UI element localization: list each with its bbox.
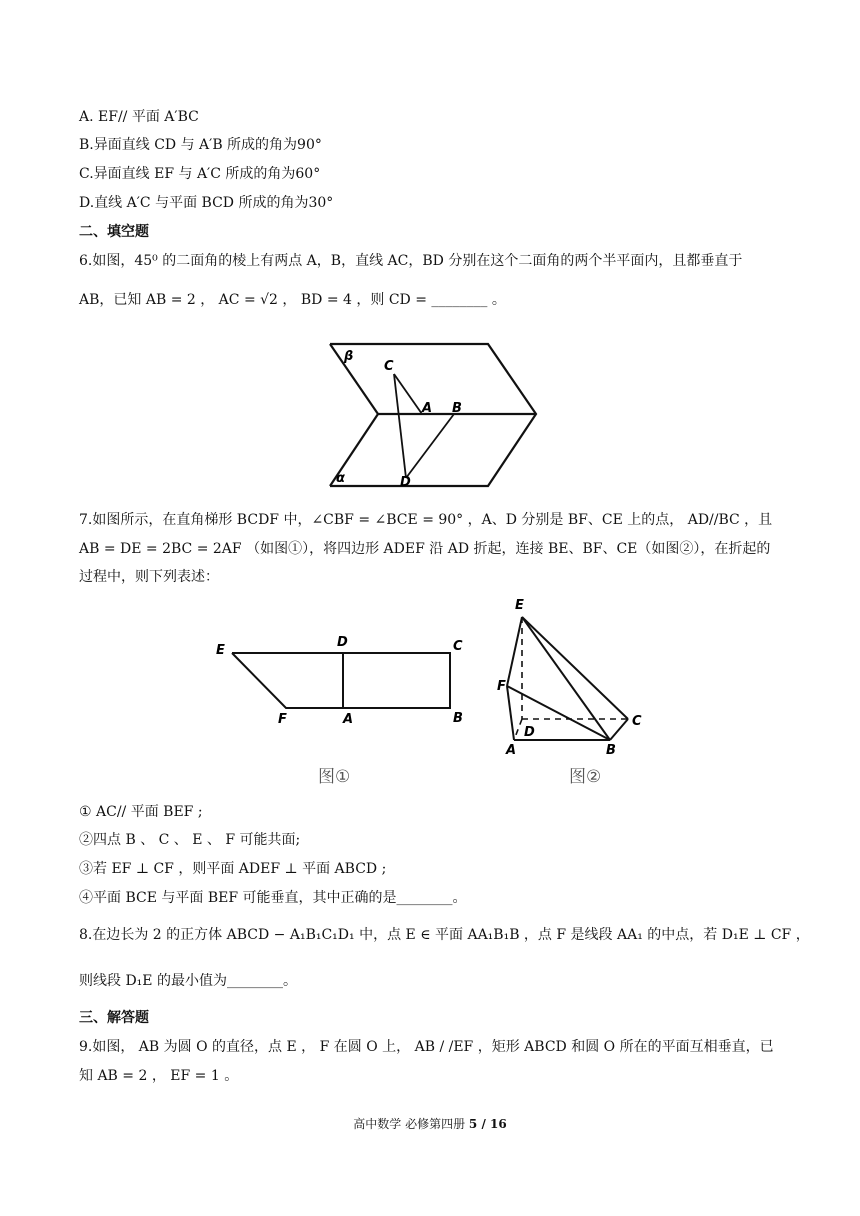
page-number: 5 / 16 — [468, 1117, 507, 1131]
q7-line1: 7.如图所示，在直角梯形 BCDF 中，∠CBF = ∠BCE = 90° ，A、D 分别是 BF、CE 上的点， AD//BC ，且 — [79, 512, 773, 528]
label-a: A — [343, 712, 354, 727]
folded-figure — [498, 597, 648, 790]
label-c: C — [453, 639, 463, 654]
q6-line2: AB，已知 AB = 2 ， AC = √2 ， BD = 4 ，则 CD = ________ 。 — [79, 292, 506, 308]
q7-line3: 过程中，则下列表述： — [79, 569, 219, 585]
section-heading-fill: 二、填空题 — [79, 224, 149, 240]
label-b: B — [452, 401, 462, 416]
label-beta: β — [344, 349, 354, 364]
option-a: A. EF// 平面 A′BC — [79, 109, 199, 125]
q9-line2: 知 AB = 2 ， EF = 1 。 — [79, 1068, 239, 1084]
label-b: B — [453, 711, 463, 726]
label-c: C — [384, 359, 394, 374]
label-alpha: α — [336, 471, 345, 486]
label-f: F — [278, 712, 287, 727]
label-d: D — [400, 475, 411, 490]
footer-text: 高中数学 必修第四册 — [353, 1117, 469, 1131]
label-d: D — [337, 635, 348, 650]
label-e: E — [515, 598, 524, 613]
q8-line2: 则线段 D₁E 的最小值为________。 — [79, 973, 297, 989]
q7-statement-3: ③若 EF ⊥ CF ，则平面 ADEF ⊥ 平面 ABCD ; — [79, 861, 387, 877]
label-c: C — [632, 714, 642, 729]
label-f: F — [497, 679, 506, 694]
label-d: D — [524, 725, 535, 740]
label-b: B — [606, 743, 616, 758]
option-b: B.异面直线 CD 与 A′B 所成的角为90° — [79, 137, 322, 153]
q7-statement-4: ④平面 BCE 与平面 BEF 可能垂直，其中正确的是________。 — [79, 890, 467, 906]
q7-statement-1: ① AC// 平面 BEF ; — [79, 804, 203, 820]
label-e: E — [216, 643, 225, 658]
page-footer — [0, 1115, 860, 1132]
label-a: A — [506, 743, 517, 758]
q7-line2: AB = DE = 2BC = 2AF （如图①），将四边形 ADEF 沿 AD 折起，连接 BE、BF、CE（如图②），在折起的 — [79, 541, 771, 557]
dihedral-figure — [318, 338, 540, 490]
trapezoid-figure — [210, 630, 475, 790]
section-heading-solve: 三、解答题 — [79, 1010, 149, 1026]
label-a: A — [422, 401, 433, 416]
caption-fig1: 图① — [318, 767, 351, 787]
option-c: C.异面直线 EF 与 A′C 所成的角为60° — [79, 166, 321, 182]
option-d: D.直线 A′C 与平面 BCD 所成的角为30° — [79, 195, 334, 211]
q6-line1: 6.如图，45⁰ 的二面角的棱上有两点 A，B，直线 AC，BD 分别在这个二面角的两个半平面内，且都垂直于 — [79, 253, 743, 269]
q9-line1: 9.如图， AB 为圆 O 的直径，点 E ， F 在圆 O 上， AB / /EF ，矩形 ABCD 和圆 O 所在的平面互相垂直，已 — [79, 1039, 774, 1055]
q8-line1: 8.在边长为 2 的正方体 ABCD − A₁B₁C₁D₁ 中，点 E ∈ 平面 AA₁B₁B ，点 F 是线段 AA₁ 的中点，若 D₁E ⊥ CF ， — [79, 927, 810, 943]
q7-statement-2: ②四点 B 、 C 、 E 、 F 可能共面; — [79, 832, 301, 848]
caption-fig2: 图② — [569, 767, 602, 787]
